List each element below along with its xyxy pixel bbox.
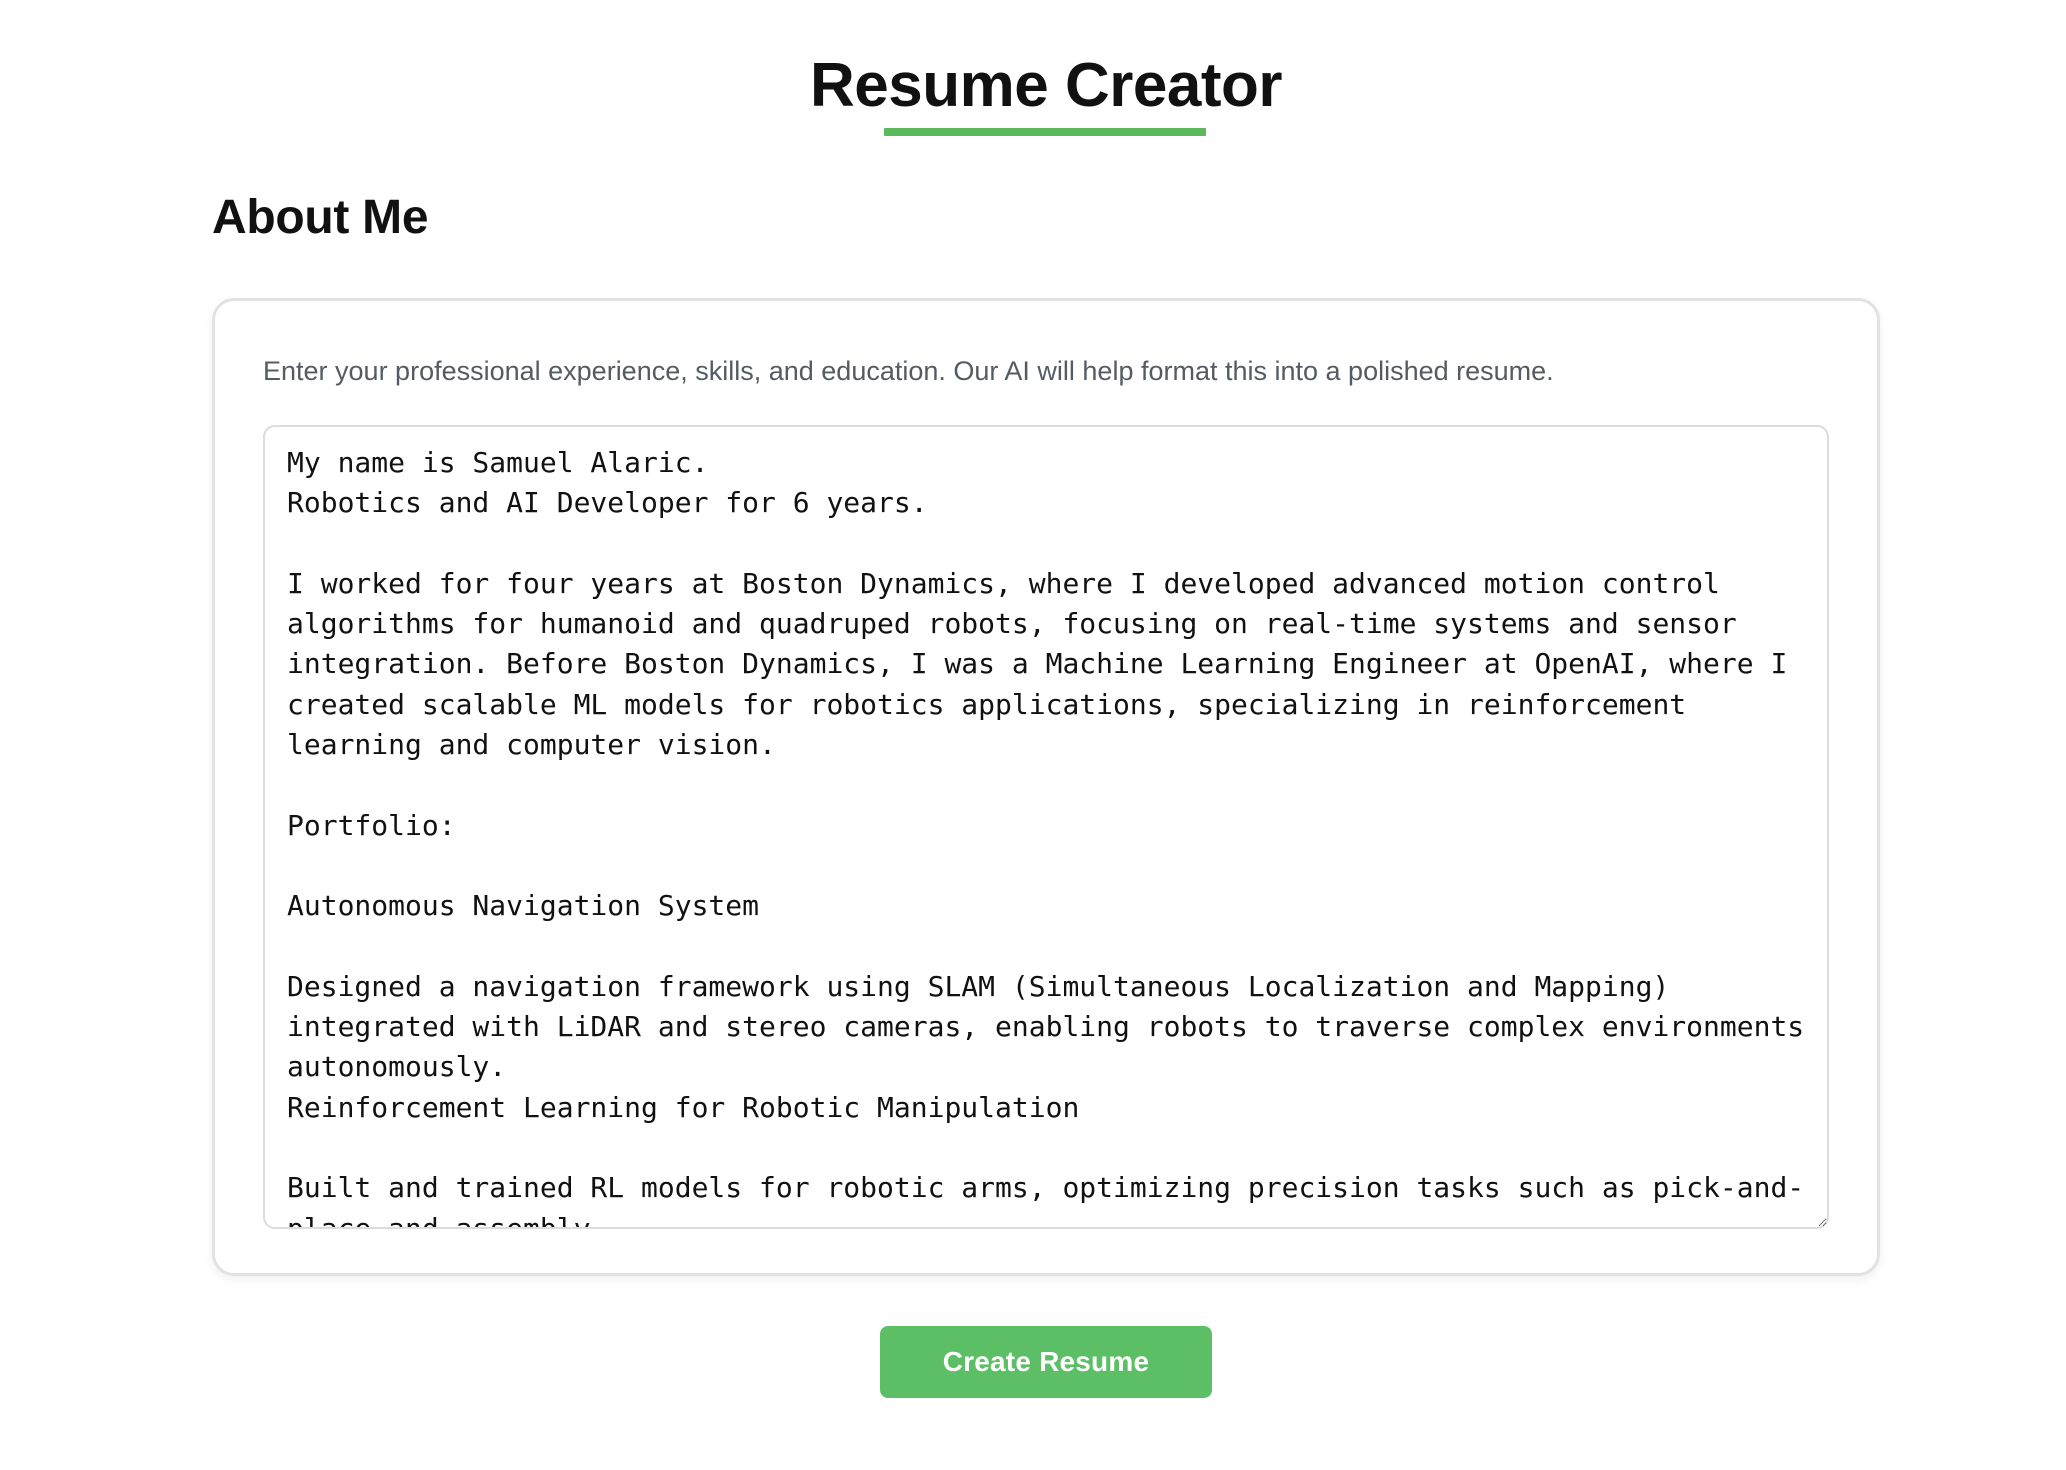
page-title: Resume Creator <box>810 51 1282 120</box>
title-underline <box>884 128 1206 136</box>
about-me-textarea[interactable] <box>263 425 1829 1229</box>
about-me-card <box>212 298 1880 1276</box>
create-resume-button[interactable]: Create Resume <box>880 1326 1212 1398</box>
about-me-hint: Enter your professional experience, skills, and education. Our AI will help format this into a polished resume. <box>263 356 1554 386</box>
about-me-heading: About Me <box>212 191 429 244</box>
